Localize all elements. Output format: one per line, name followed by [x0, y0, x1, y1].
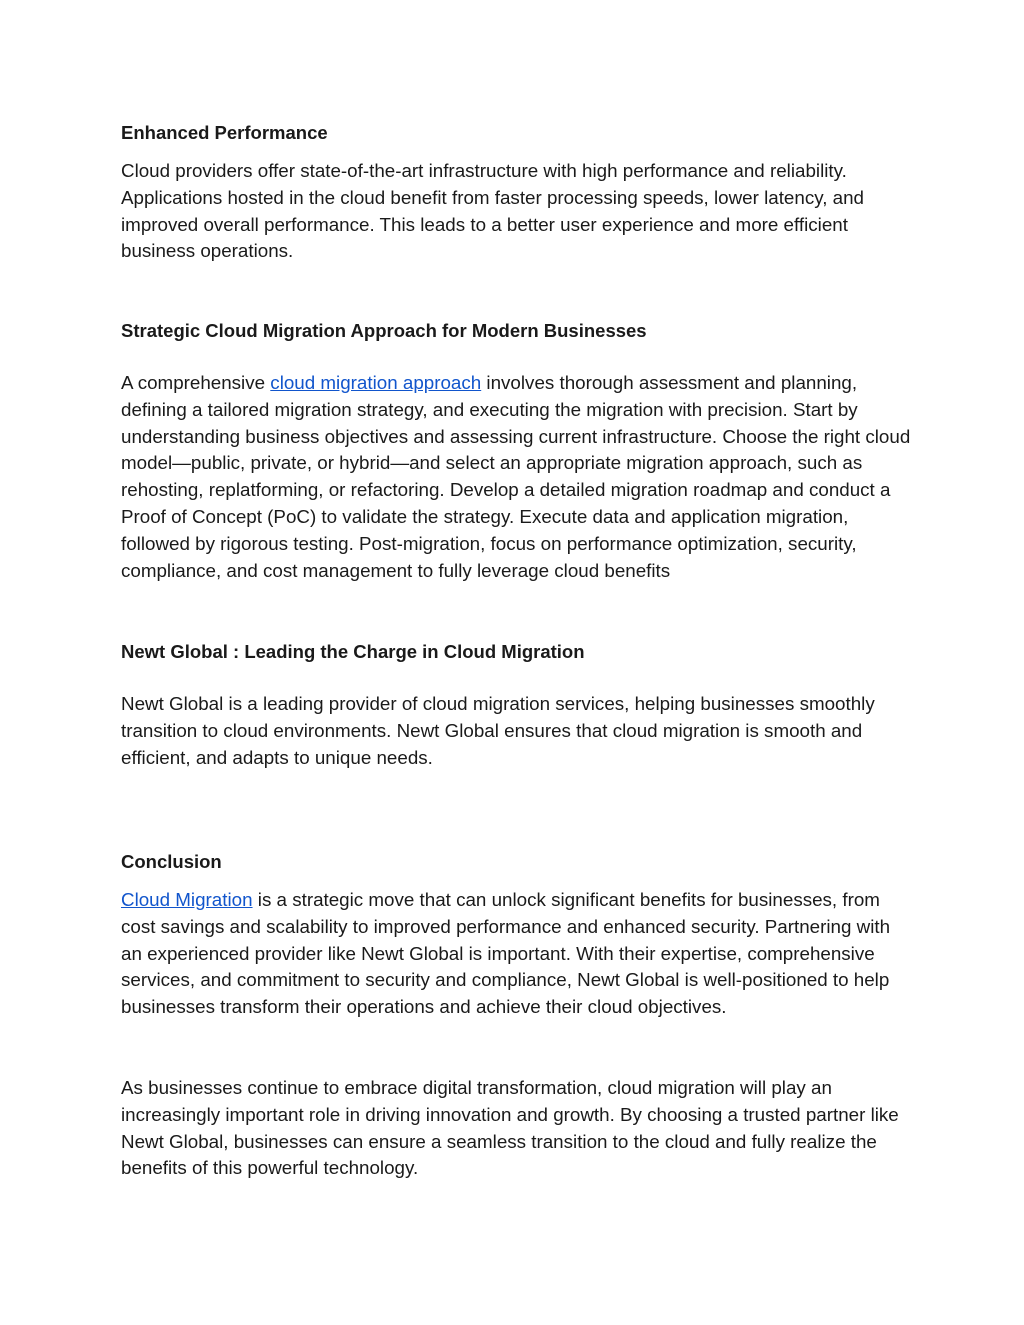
cloud-migration-approach-link[interactable]: cloud migration approach: [270, 372, 482, 393]
conclusion-text-suffix: is a strategic move that can unlock significant benefits for businesses, from cost savings and scalability to improved performance and enhanced security. Partnering with an experienced provider like Newt Global is important. With their expertise, comprehensive services, and commitment to security and compliance, Newt Global is well-positioned to help businesses transform their operations and achieve their cloud objectives.: [121, 889, 891, 1018]
cloud-migration-link[interactable]: Cloud Migration: [121, 889, 253, 910]
paragraph-conclusion-closing: As businesses continue to embrace digital transformation, cloud migration will play an increasingly important role in driving innovation and growth. By choosing a trusted partner like Newt Global, businesses can ensure a seamless transition to the cloud and fully realize the benefits of this powerful technology.: [121, 1077, 899, 1179]
paragraph-newt-global: Newt Global is a leading provider of cloud migration services, helping businesses smoothly transition to cloud environments. Newt Global ensures that cloud migration is smooth and efficient, and adapts to unique needs.: [121, 693, 875, 768]
strategic-text-suffix: involves thorough assessment and planning, defining a tailored migration strategy, and executing the migration with precision. Start by understanding business objectives and assessing current infrastructure. Choose the right cloud model—public, private, or hybrid—and select an appropriate migration approach, such as rehosting, replatforming, or refactoring. Develop a detailed migration roadmap and conduct a Proof of Concept (PoC) to validate the strategy. Execute data and application migration, followed by rigorous testing. Post-migration, focus on performance optimization, security, compliance, and cost management to fully leverage cloud benefits: [121, 372, 911, 581]
paragraph-strategic-migration: [121, 370, 911, 584]
section-heading-strategic-migration: Strategic Cloud Migration Approach for Modern Businesses: [121, 320, 647, 341]
paragraph-enhanced-performance: Cloud providers offer state-of-the-art infrastructure with high performance and reliability. Applications hosted in the cloud benefit from faster processing speeds, lower latency, and improved overall performance. This leads to a better user experience and more efficient business operations.: [121, 160, 864, 262]
strategic-text-prefix: A comprehensive: [121, 372, 271, 393]
paragraph-conclusion: [121, 887, 911, 1021]
section-heading-newt-global: Newt Global : Leading the Charge in Cloud Migration: [121, 641, 585, 662]
section-heading-conclusion: Conclusion: [121, 851, 222, 872]
section-heading-enhanced-performance: Enhanced Performance: [121, 122, 328, 143]
